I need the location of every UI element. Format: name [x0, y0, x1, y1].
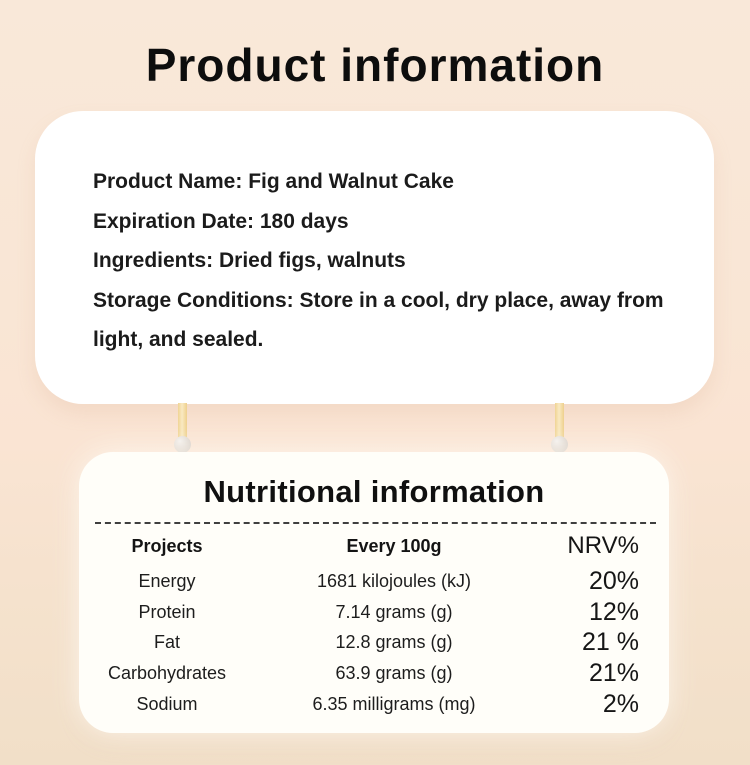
table-row [79, 689, 669, 720]
product-info-card [35, 111, 714, 404]
row-nrv: 12% [588, 597, 639, 626]
row-amount: 12.8 grams (g) [335, 632, 453, 653]
connector-pin-right [555, 403, 564, 446]
row-project: Energy [138, 570, 196, 591]
nutrition-title: Nutritional information [203, 474, 545, 509]
row-project: Sodium [136, 693, 198, 714]
nutrition-table-header [79, 526, 669, 566]
ingredients-line: Ingredients: Dried figs, walnuts [93, 249, 406, 272]
expiration-date-line: Expiration Date: 180 days [93, 209, 349, 233]
nutrition-card [79, 452, 669, 733]
dashed-divider [95, 522, 656, 524]
product-name-line: Product Name: Fig and Walnut Cake [93, 170, 454, 193]
storage-conditions-line: Storage Conditions: Store in a cool, dry place, away from light, and sealed. [93, 288, 664, 351]
header-nrv: NRV% [567, 532, 639, 559]
row-project: Carbohydrates [107, 662, 227, 683]
header-projects: Projects [131, 535, 203, 556]
row-project: Fat [153, 632, 180, 653]
table-row [79, 566, 669, 597]
row-project: Protein [138, 601, 196, 622]
row-nrv: 21 % [582, 628, 639, 657]
row-amount: 1681 kilojoules (kJ) [316, 570, 472, 591]
row-amount: 63.9 grams (g) [335, 662, 453, 683]
row-nrv: 21% [588, 658, 639, 687]
table-row [79, 627, 669, 658]
table-row [79, 597, 669, 628]
nutrition-table [79, 526, 669, 719]
pin-knob-icon [551, 436, 568, 453]
header-every-100g: Every 100g [346, 535, 442, 556]
row-amount: 7.14 grams (g) [335, 601, 453, 622]
pin-knob-icon [174, 436, 191, 453]
row-amount: 6.35 milligrams (mg) [312, 693, 476, 714]
row-nrv: 20% [588, 566, 639, 595]
connector-pin-left [178, 403, 187, 446]
table-row [79, 658, 669, 689]
row-nrv: 2% [602, 689, 639, 718]
page-title: Product information [145, 39, 605, 91]
